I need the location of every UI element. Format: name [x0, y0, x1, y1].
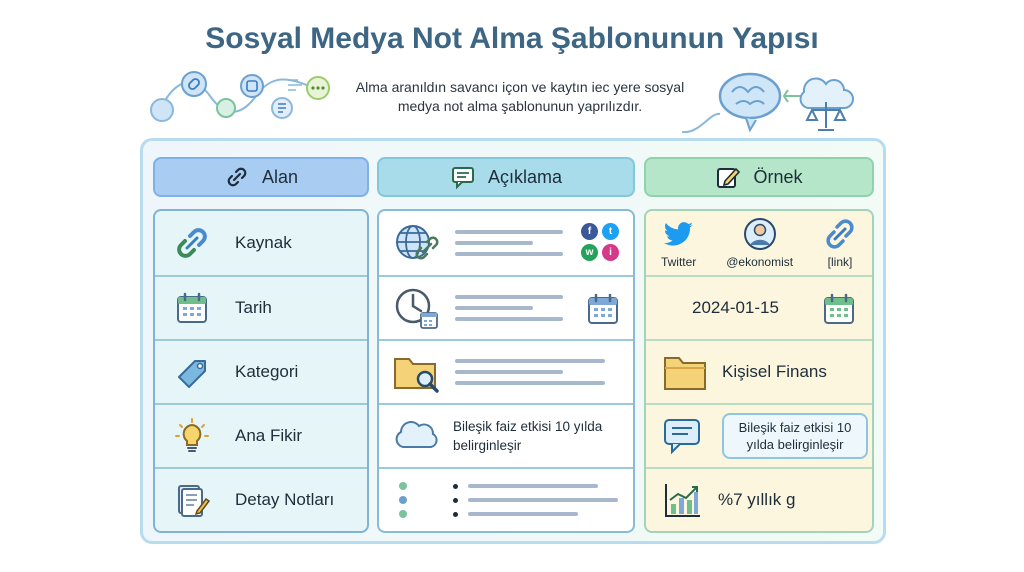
field-row-source — [155, 211, 367, 275]
social-icons — [581, 223, 621, 261]
avatar — [743, 217, 777, 251]
main-idea-bubble: Bileşik faiz etkisi 10 yılda belirginleşir — [722, 413, 868, 459]
calendar-icon — [585, 291, 621, 327]
link-source — [823, 217, 857, 269]
field-row-category — [155, 339, 367, 403]
field-row-details — [155, 467, 367, 531]
folder-search-icon — [391, 347, 441, 397]
example-column-label: Örnek — [753, 166, 803, 187]
field-column-header — [153, 157, 369, 197]
chat-icon — [662, 416, 704, 456]
whatsapp-icon: w — [581, 244, 598, 261]
field-label: Detay Notları — [235, 490, 335, 509]
edit-icon — [715, 164, 741, 190]
lightbulb-icon — [173, 417, 211, 455]
details-value: %7 yıllık g — [718, 490, 796, 509]
link-icon — [224, 164, 250, 190]
category-value: Kişisel Finans — [722, 362, 827, 381]
field-column-label: Alan — [261, 166, 299, 187]
field-label: Kategori — [235, 362, 299, 381]
bar-chart-icon — [662, 480, 702, 520]
source-link: [link] — [827, 255, 853, 269]
cloud-icon — [391, 411, 441, 461]
facebook-icon: f — [581, 223, 598, 240]
chat-icon — [450, 164, 476, 190]
main-idea-description: Bileşik faiz etkisi 10 yılda belirginleşir — [453, 419, 603, 453]
source-handle: @ekonomist — [726, 255, 794, 269]
text-placeholder-lines — [455, 288, 563, 328]
twitter-icon: t — [602, 223, 619, 240]
calendar-icon — [173, 289, 211, 327]
link-icon — [823, 217, 857, 251]
description-row-details — [379, 467, 633, 531]
twitter-source — [661, 217, 696, 269]
example-column-body — [644, 209, 874, 533]
field-row-date — [155, 275, 367, 339]
description-row-category — [379, 339, 633, 403]
field-column — [153, 157, 369, 533]
document-icon — [173, 481, 211, 519]
twitter-icon — [662, 217, 696, 251]
description-column-header — [377, 157, 635, 197]
example-row-category — [646, 339, 872, 403]
date-value: 2024-01-15 — [692, 298, 779, 317]
globe-link-icon — [391, 218, 441, 268]
example-row-source — [646, 211, 872, 275]
handle-source — [726, 217, 793, 269]
tag-icon — [173, 353, 211, 391]
subtitle: Alma aranıldın savancı içon ve kaytın iec yere sosyal medya not alma şablonunun yaprılızdır. — [355, 79, 685, 114]
description-column-body — [377, 209, 635, 533]
field-column-body — [153, 209, 369, 533]
example-column — [644, 157, 874, 533]
template-table — [140, 138, 886, 544]
description-row-main-idea — [379, 403, 633, 467]
page-title: Sosyal Medya Not Alma Şablonunun Yapısı — [205, 22, 819, 55]
description-column — [377, 157, 635, 533]
field-row-main-idea — [155, 403, 367, 467]
bullet-list — [399, 482, 618, 518]
field-label: Kaynak — [235, 233, 292, 252]
text-placeholder-lines — [455, 223, 563, 263]
text-placeholder-lines — [455, 352, 605, 392]
field-label: Ana Fikir — [235, 426, 303, 445]
example-row-main-idea — [646, 403, 872, 467]
example-row-details — [646, 467, 872, 531]
example-column-header — [644, 157, 874, 197]
description-row-source — [379, 211, 633, 275]
folder-icon — [662, 352, 708, 392]
clock-calendar-icon — [391, 283, 441, 333]
source-platform: Twitter — [660, 255, 697, 269]
social-network-decoration — [148, 66, 338, 132]
instagram-icon: i — [602, 244, 619, 261]
description-column-label: Açıklama — [487, 166, 563, 187]
brain-cloud-decoration — [680, 62, 870, 142]
link-icon — [173, 224, 211, 262]
field-label: Tarih — [235, 298, 272, 317]
calendar-icon — [820, 290, 858, 328]
description-row-date — [379, 275, 633, 339]
example-row-date — [646, 275, 872, 339]
